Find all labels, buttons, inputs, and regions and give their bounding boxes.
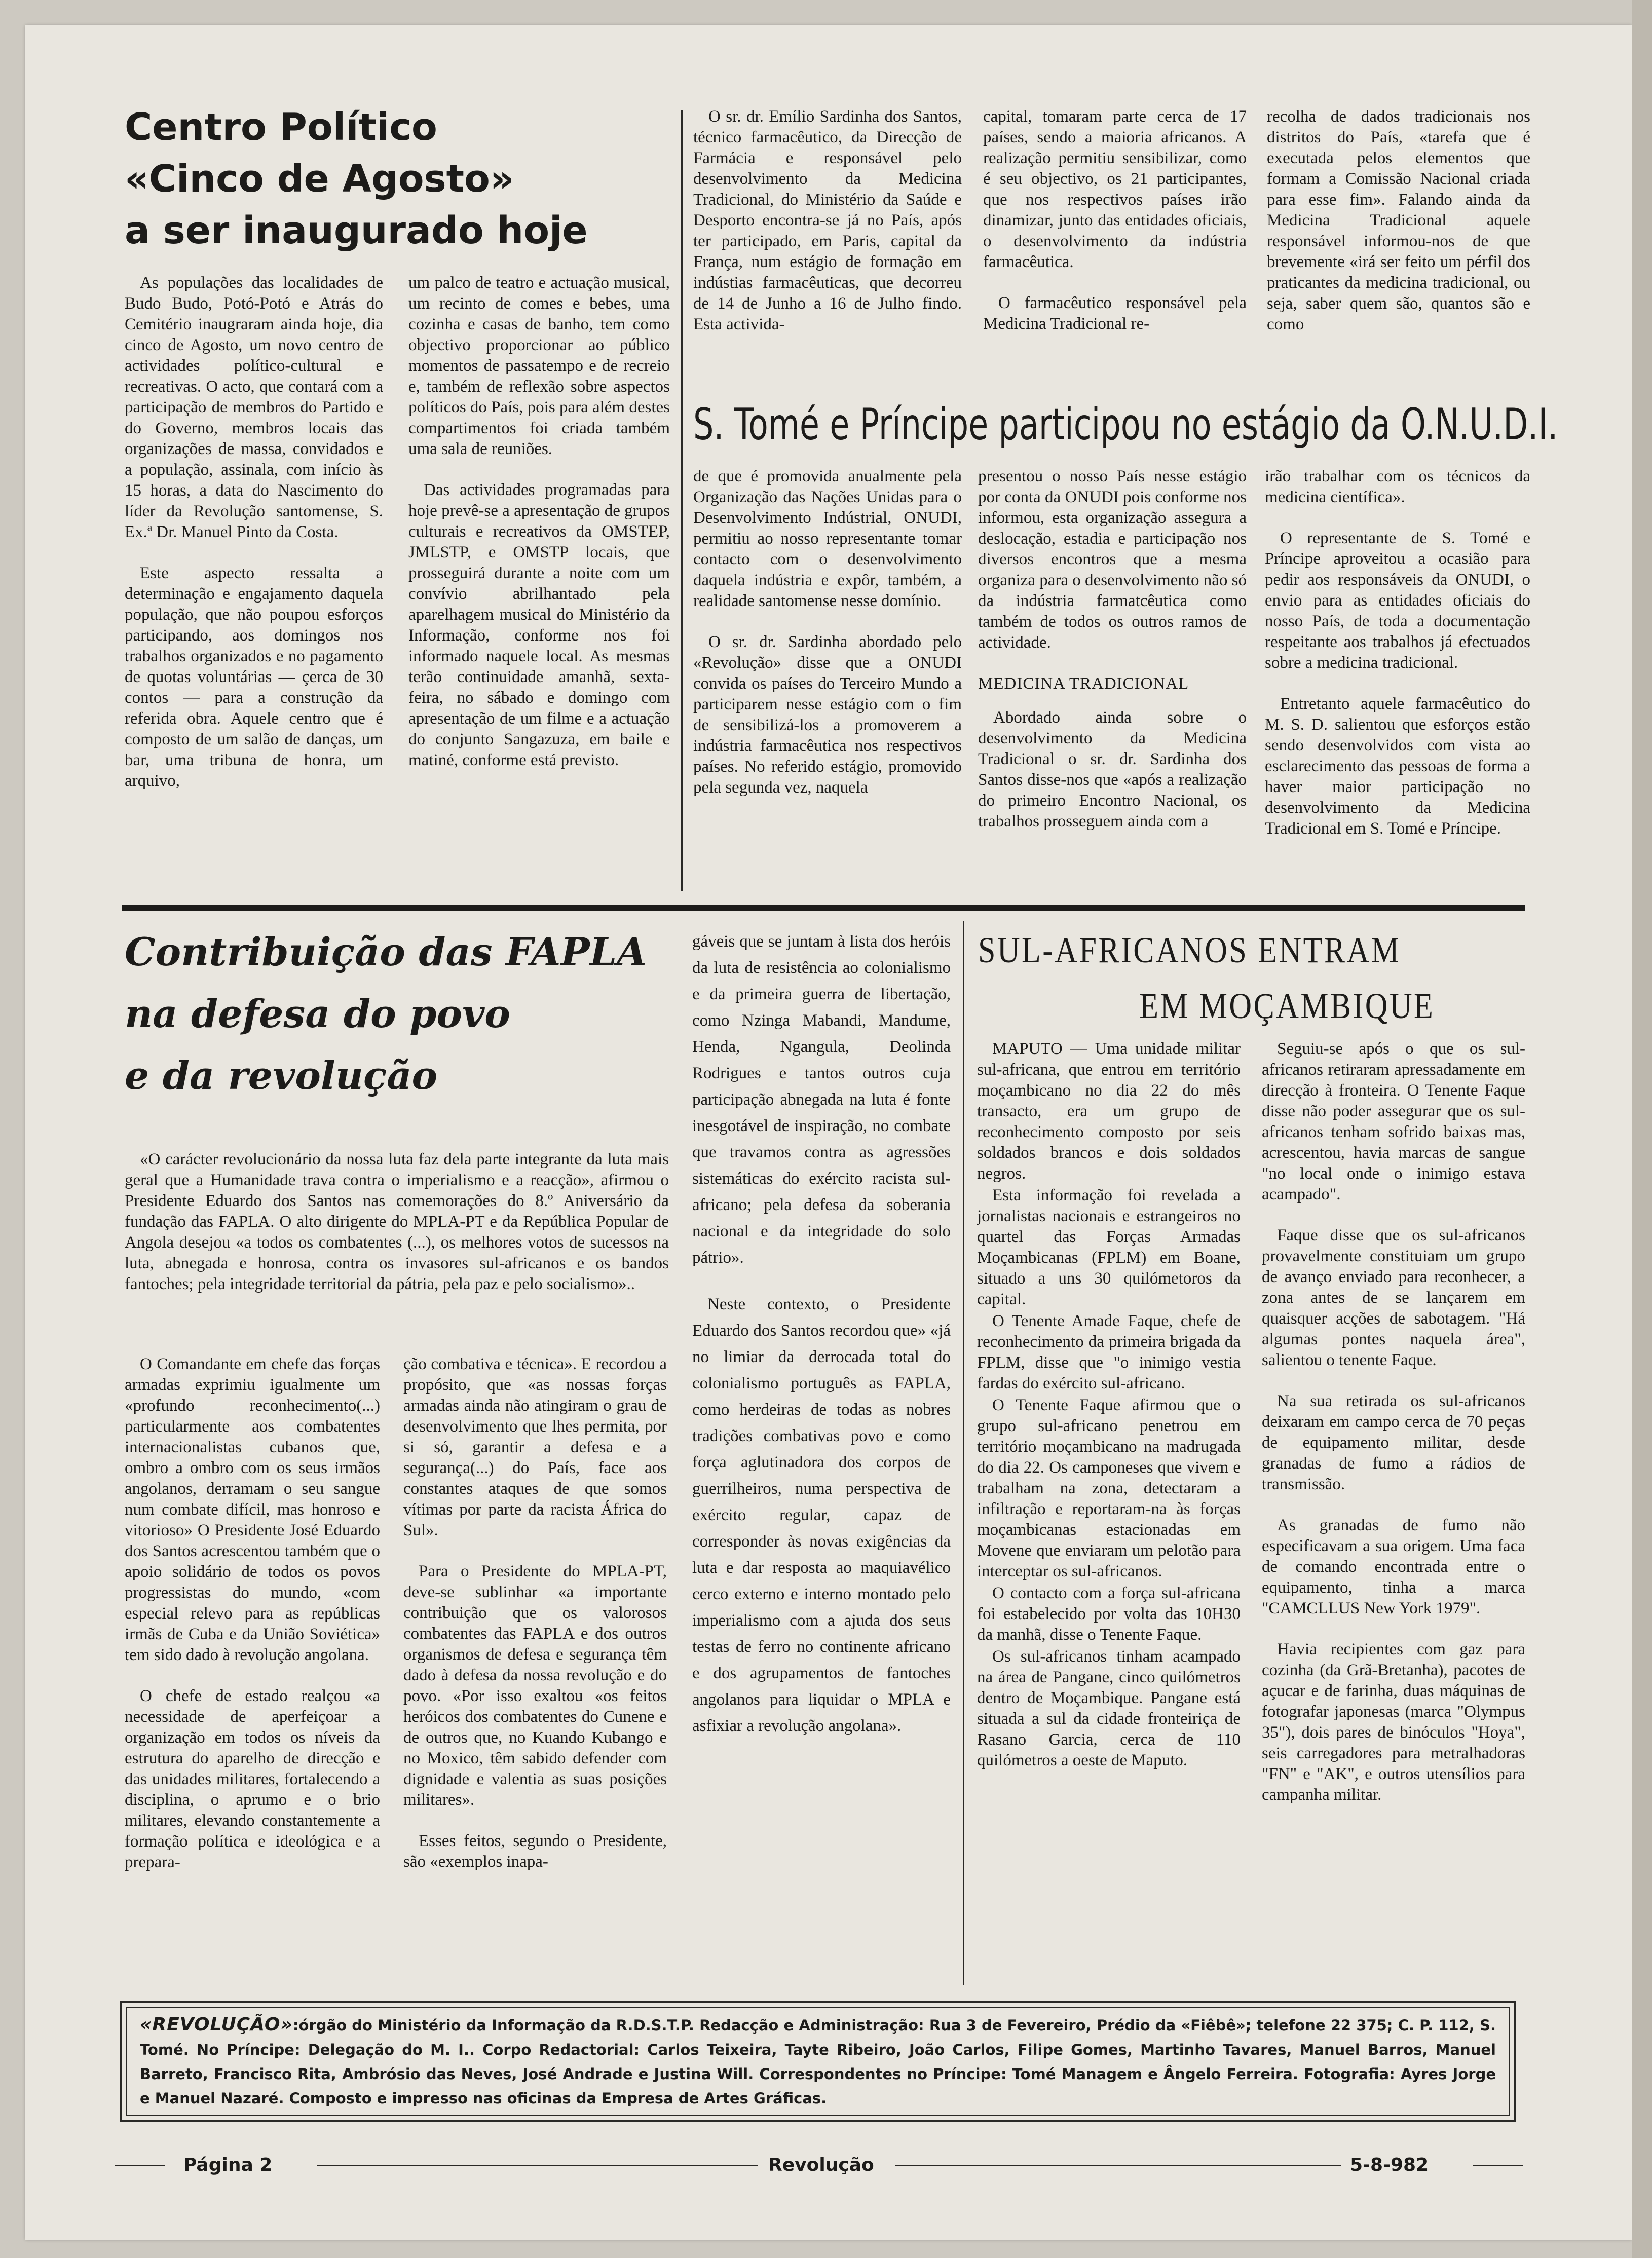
paragraph: O farmacêutico responsável pela Medicina Tradicional re- xyxy=(983,294,1247,333)
article2-top-column-2 xyxy=(983,106,1247,380)
article1-title-line: Centro Político xyxy=(125,105,437,149)
article4-title-line: SUL-AFRICANOS ENTRAM xyxy=(978,930,1401,970)
paragraph: O Comandante em chefe das forças armadas exprimiu igualmente um «profundo reconhecimento(...) particularmente aos combatentes internacionalistas cubanos que, ombro a ombro com os seus irmãos angolanos, derramam o seu sangue num combate difícil, mas honroso e vitorioso» O Presidente José Eduardo dos Santos acrescentou também que o apoio solidário de todos os povos progressistas do mundo, «com especial relevo para as repúblicas irmãs de Cuba e da União Soviética» tem sido dado à revolução angolana. xyxy=(125,1355,380,1664)
masthead-box xyxy=(120,2001,1516,2122)
paragraph: Os sul-africanos tinham acampado na área de Pangane, cinco quilómetros dentro de Moçambique. Pangane está situada a sul da cidade fronteiriça de Rasano Garcia, cerca de 110 quilómetros a oeste de Maputo. xyxy=(977,1647,1241,1770)
paragraph: Este aspecto ressalta a determinação e engajamento daquela população, que não poupou esforços participando, aos domingos nos trabalhos organizados e no pagamento de quotas voluntárias — çerca de 30 contos — para a construção da referida obra. Aquele centro que é composto de um salão de danças, um bar, uma tribuna de honra, um arquivo, xyxy=(125,564,383,790)
paragraph: O Tenente Amade Faque, chefe de reconhecimento da primeira brigada da FPLM, disse que "o inimigo vestia fardas do exército sul-africano. xyxy=(977,1312,1241,1393)
paragraph: O representante de S. Tomé e Príncipe aproveitou a ocasião para pedir aos responsáveis da ONUDI, o envio para as entidades oficiais do nosso País, de toda a documentação respeitante aos trabalhos já efectuados sobre a medicina tradicional. xyxy=(1265,529,1530,672)
paragraph: um palco de teatro e actuação musical, um recinto de comes e bebes, uma cozinha e casas de banho, tem como objectivo proporcionar ao público momentos de passatempo e de recreio e, também de reflexão sobre aspectos políticos do País, pois para além destes compartimentos foi criada também uma sala de reuniões. xyxy=(408,274,670,458)
newspaper-name: Revolução xyxy=(758,2155,884,2175)
paragraph: Seguiu-se após o que os sul-africanos retiraram apressadamente em direcção à fronteira. O Tenente Faque disse não poder assegurar que os sul-africanos tenham sofrido baixas mas, acrescentou, havia marcas de sangue "no local onde o inimigo estava acampado". xyxy=(1262,1040,1525,1203)
paragraph: Esta informação foi revelada a jornalistas nacionais e estrangeiros no quartel das Forças Armadas Moçambicanas (FPLM) em Boane, situado a uns 30 quilómetoros da capital. xyxy=(977,1186,1241,1308)
paragraph: Abordado ainda sobre o desenvolvimento da Medicina Tradicional o sr. dr. Sardinha dos Santos disse-nos que «após a realização do primeiro Encontro Nacional, os trabalhos prosseguem ainda com a xyxy=(978,708,1247,831)
article3-column-3 xyxy=(692,928,951,1987)
article3-column-1 xyxy=(125,1354,380,1987)
article3-title-line: e da revolução xyxy=(125,1053,438,1098)
article4-column-1 xyxy=(977,1039,1241,1991)
paragraph: «O carácter revolucionário da nossa luta faz dela parte integrante da luta mais geral que a Humanidade trava contra o imperialismo e a reacção», afirmou o Presidente Eduardo dos Santos nas comemorações do 8.º Aniversário da fundação das FAPLA. O alto dirigente do MPLA-PT e da República Popular de Angola desejou «a todos os combatentes (...), os melhores votos de sucessos na luta, abnegada e honrosa, contra os invasores sul-africanos e os bandos fantoches; pela integridade territorial da pátria, pela paz e pelo socialismo».. xyxy=(125,1150,669,1293)
paragraph: Esses feitos, segundo o Presidente, são «exemplos inapa- xyxy=(403,1832,667,1871)
article2-bottom-column-3 xyxy=(1265,466,1530,897)
paragraph: O Tenente Faque afirmou que o grupo sul-africano penetrou em território moçambicano na madrugada do dia 22. Os camponeses que vivem e trabalham na zona, detectaram a infiltração e reportaram-na às forças moçambicanas estacionadas em Movene que enviaram um pelotão para interceptar os sul-africanos. xyxy=(977,1396,1241,1580)
page-number: Página 2 xyxy=(183,2155,273,2175)
masthead-text xyxy=(133,2010,1503,2114)
article3-column-2 xyxy=(403,1354,667,1987)
paragraph: O sr. dr. Sardinha abordado pelo «Revolução» disse que a ONUDI convida os países do Terceiro Mundo a participarem nesse estágio com o fim de sensibilizá-los a promoverem a indústria farmacêutica nos respectivos países. No referido estágio, promovido pela segunda vez, naquela xyxy=(693,633,962,797)
article2-top-column-1 xyxy=(693,106,962,380)
paragraph: As populações das localidades de Budo Budo, Potó-Potó e Atrás do Cemitério inaugraram ainda hoje, dia cinco de Agosto, um novo centro de actividades político-cultural e recreativas. O acto, que contará com a participação de membros do Partido e do Governo, membros locais das organizações de massa, convidados e a população, assinala, com início às 15 horas, a data do Nascimento do líder da Revolução santomense, S. Ex.ª Dr. Manuel Pinto da Costa. xyxy=(125,274,383,541)
column-divider xyxy=(963,921,964,1985)
article2-bottom-column-1 xyxy=(693,466,962,897)
paragraph: MAPUTO — Uma unidade militar sul-africana, que entrou em território moçambicano no dia 22 do mês transacto, era um grupo de reconhecimento composto por seis soldados brancos e dois soldados negros. xyxy=(977,1040,1241,1183)
paragraph: irão trabalhar com os técnicos da medicina científica». xyxy=(1265,467,1530,506)
article4-headline xyxy=(978,922,1535,1034)
paragraph: Neste contexto, o Presidente Eduardo dos Santos recordou que» «já no limiar da derrocada total do colonialismo português as FAPLA, como herdeiras de todas as nobres tradições combativas povo e como força aglutinadora dos corpos de guerrilheiros, numa perspectiva de exército regular, capaz de corresponder às novas exigências da luta e dar resposta ao maquiavélico cerco externo e interno montado pelo imperialismo com a ajuda dos seus testas de ferro no continente africano e dos agrupamentos de fantoches angolanos para liquidar o MPLA e asfixiar a revolução angolana». xyxy=(692,1295,951,1735)
paragraph: Para o Presidente do MPLA-PT, deve-se sublinhar «a importante contribuição que os valorosos combatentes das FAPLA e dos outros organismos de defesa e segurança têm dado à defesa da nossa revolução e do povo. «Por isso exaltou «os feitos heróicos dos combatentes do Cunene e de outros que, no Kuando Kubango e no Moxico, têm sabido defender com dignidade e valentia as suas posições militares». xyxy=(403,1562,667,1809)
paragraph: recolha de dados tradicionais nos distritos do País, «tarefa que é executada pelos elementos que formam a Comissão Nacional criada para esse fim». Falando ainda da Medicina Tradicional aquele responsável informou-nos de que brevemente «irá ser feito um pérfil dos praticantes da medicina tradicional, ou seja, saber quem são, quantos são e como xyxy=(1267,107,1530,333)
article2-top-column-3 xyxy=(1267,106,1530,380)
paragraph: capital, tomaram parte cerca de 17 países, sendo a maioria africanos. A realização permitiu sensibilizar, como é seu objectivo, os 21 participantes, que nos respectivos países irão dinamizar, junto das entidades oficiais, o desenvolvimento da indústria farmacêutica. xyxy=(983,107,1247,271)
article1-title-line: a ser inaugurado hoje xyxy=(125,209,588,252)
paragraph: Na sua retirada os sul-africanos deixaram em campo cerca de 70 peças de equipamento militar, desde granadas de fumo a rádios de transmissão. xyxy=(1262,1392,1525,1493)
subheading: MEDICINA TRADICIONAL xyxy=(978,674,1189,693)
article3-title-line: na defesa do povo xyxy=(125,991,510,1036)
paragraph: ção combativa e técnica». E recordou a propósito, que «as nossas forças armadas ainda não atingiram o grau de desenvolvimento que lhes permita, por si só, garantir a defesa e a segurança(...) do País, face aos constantes ataques de que somos vítimas por parte da racista África do Sul». xyxy=(403,1355,667,1539)
footer-rule xyxy=(115,2165,165,2166)
article1-column-1 xyxy=(125,273,383,901)
paragraph: O sr. dr. Emílio Sardinha dos Santos, técnico farmacêutico, da Direcção de Farmácia e responsável pelo desenvolvimento da Medicina Tradicional, do Ministério da Saúde e Desporto encontra-se já no País, após ter participado, em Paris, capital da França, num estágio de formação em indústias farmacêuticas, que decorreu de 14 de Junho a 16 de Julho findo. Esta activida- xyxy=(693,107,962,333)
page-footer xyxy=(115,2155,1523,2175)
paragraph: Faque disse que os sul-africanos provavelmente constituiam um grupo de avanço enviado para reconhecer, a zona antes de se lançarem em quaisquer acções de sabotagem. "Há algumas pontes naquela área", salientou o tenente Faque. xyxy=(1262,1226,1525,1369)
article3-headline xyxy=(125,921,682,1107)
paragraph: As granadas de fumo não especificavam a sua origem. Uma faca de comando encontrada entre o equipamento, tinha a marca "CAMCLLUS New York 1979". xyxy=(1262,1516,1525,1617)
article3-title-line: Contribuição das FAPLA xyxy=(125,929,647,974)
footer-rule xyxy=(895,2165,1341,2166)
paragraph: de que é promovida anualmente pela Organização das Nações Unidas para o Desenvolvimento Indústrial, ONUDI, permitiu ao nosso representante tomar contacto com o desenvolvimento daquela indústria e expôr, também, a realidade santomense nesse domínio. xyxy=(693,467,962,610)
page-edge xyxy=(1632,0,1652,2258)
footer-rule xyxy=(1473,2165,1523,2166)
column-divider xyxy=(681,110,683,891)
article1-headline xyxy=(125,101,682,256)
issue-date: 5-8-982 xyxy=(1350,2155,1429,2175)
paragraph: gáveis que se juntam à lista dos heróis da luta de resistência ao colonialismo e da primeira guerra de libertação, como Nzinga Mabandi, Mandume, Henda, Ngangula, Deolinda Rodrigues e tantos outros cuja participação abnegada na luta é fonte inesgotável de inspiração, no combate que travamos contra as agressões sistemáticas do exército racista sul-africano; pela defesa da soberania nacional e da integridade do solo pátrio». xyxy=(692,932,951,1267)
article1-title-line: «Cinco de Agosto» xyxy=(125,157,514,201)
article4-title-line: EM MOÇAMBIQUE xyxy=(1139,986,1435,1026)
paragraph: Havia recipientes com gaz para cozinha (da Grã-Bretanha), pacotes de açucar e de farinha, duas máquinas de fotografar japonesas (marca "Olympus 35"), dois pares de binóculos "Hoya", seis carregadores para metralhadoras "FN" e "AK", e outros utensílios para campanha militar. xyxy=(1262,1640,1525,1804)
paragraph: O chefe de estado realçou «a necessidade de aperfeiçoar a organização em todos os níveis da estrutura do aparelho de direcção e das unidades militares, fortalecendo a disciplina, o aprumo e o brio militares, elevando constantemente a formação política e ideológica e a prepara- xyxy=(125,1687,380,1871)
article1-column-2 xyxy=(408,273,670,901)
paragraph: Entretanto aquele farmacêutico do M. S. D. salientou que esforços estão sendo desenvolvidos com vista ao esclarecimento das pessoas de forma a haver maior participação no desenvolvimento da Medicina Tradicional em S. Tomé e Príncipe. xyxy=(1265,695,1530,838)
article4-column-2 xyxy=(1262,1039,1525,1991)
masthead-details: :órgão do Ministério da Informação da R.D.S.T.P. Redacção e Administração: Rua 3 de Fevereiro, Prédio da «Fiêbê»; telefone 22 375; C. P. 112, S. Tomé. No Príncipe: Delegação do M. I.. Corpo Redactorial: Carlos Teixeira, Tayte Ribeiro, João Carlos, Filipe Gomes, Martinho Tavares, Manuel Barros, Manuel Barreto, Francisco Rita, Ambrósio das Neves, José Andrade e Justina Will. Correspondentes no Príncipe: Tomé Managem e Ângelo Ferreira. Fotografia: Ayres Jorge e Manuel Nazaré. Composto e impresso nas oficinas da Empresa de Artes Gráficas. xyxy=(140,2017,1496,2107)
paragraph: presentou o nosso País nesse estágio por conta da ONUDI pois conforme nos informou, esta organização assegura a deslocação, estadia e participação nos diversos encontros que a mesma organiza para o desenvolvimento não só da indústria farmatcêutica como também de todos os outros ramos de actividade. xyxy=(978,467,1247,652)
paragraph: Das actividades programadas para hoje prevê-se a apresentação de grupos culturais e recreativos da OMSTEP, JMLSTP, e OMSTP locais, que prosseguirá durante a noite com um convívio abrilhantado pela aparelhagem musical do Ministério da Informação, conforme nos foi informado naquele local. As mesmas terão continuidade amanhã, sexta-feira, no sábado e domingo com apresentação de um filme e a actuação do conjunto Sangazuza, em baile e matiné, conforme está previsto. xyxy=(408,481,670,769)
article2-title: S. Tomé e Príncipe participou no estágio da O.N.U.D.I. xyxy=(693,399,1558,450)
article2-bottom-column-2 xyxy=(978,466,1247,897)
section-separator xyxy=(122,905,1525,911)
masthead-brand: «REVOLUÇÃO» xyxy=(140,2014,293,2035)
article3-lead xyxy=(125,1149,669,1352)
paragraph: O contacto com a força sul-africana foi estabelecido por volta das 10H30 da manhã, disse o Tenente Faque. xyxy=(977,1584,1241,1644)
